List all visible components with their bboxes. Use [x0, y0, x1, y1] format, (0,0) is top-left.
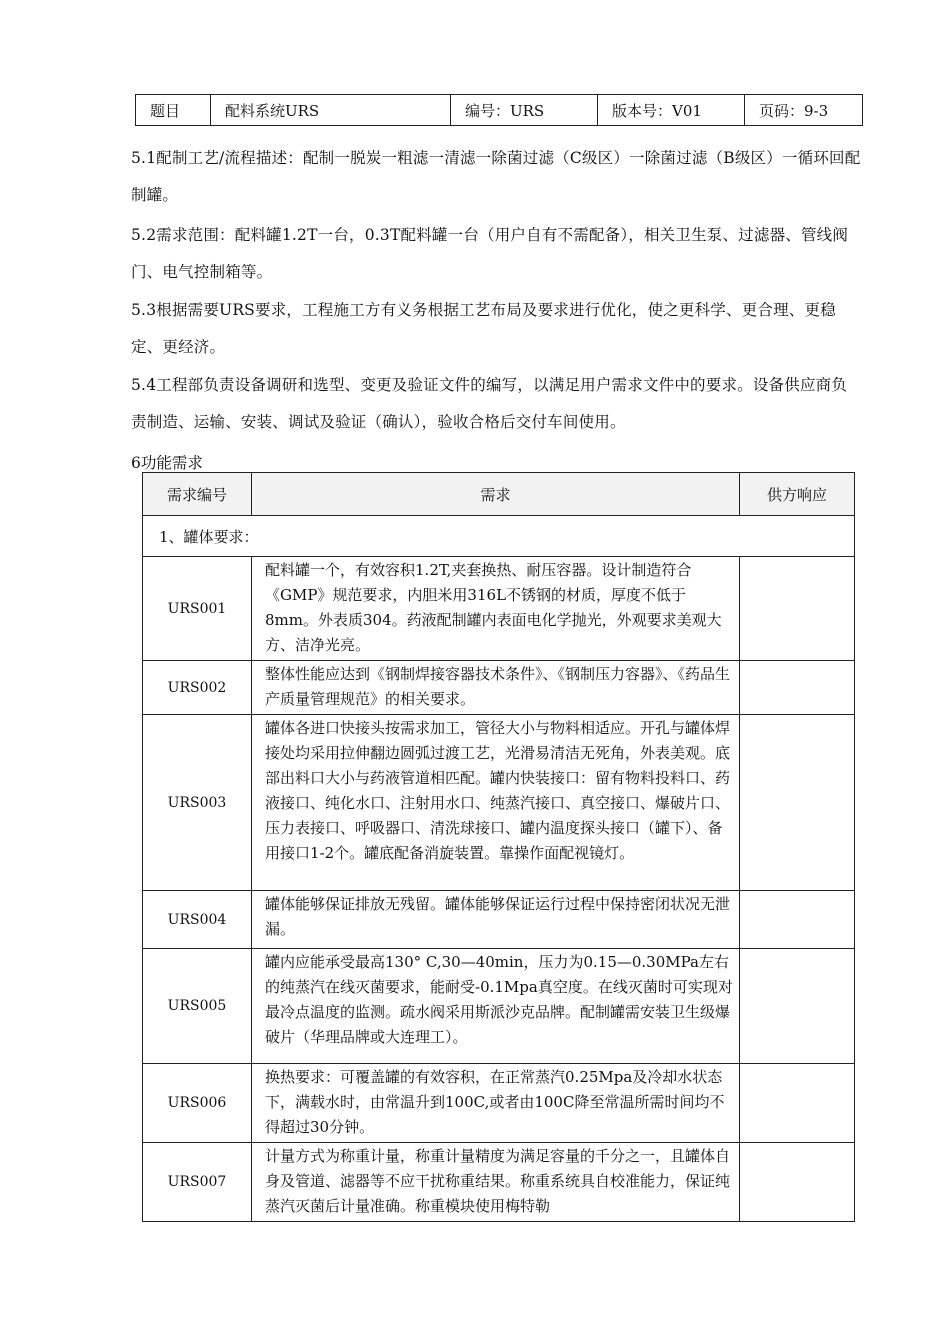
supplier-response: [740, 715, 855, 891]
header-version: 版本号：V01: [598, 95, 745, 126]
header-page: 页码：9-3: [745, 95, 863, 126]
requirement-text: 罐体能够保证排放无残留。罐体能够保证运行过程中保持密闭状况无泄漏。: [252, 891, 740, 949]
requirement-id: URS007: [143, 1143, 252, 1222]
table-row: [143, 1143, 855, 1222]
header-label-title: 题目: [136, 95, 211, 126]
table-row: [143, 1064, 855, 1143]
requirement-id: URS006: [143, 1064, 252, 1143]
table-row: [143, 715, 855, 891]
paragraph-5-3: 5.3根据需要URS要求，工程施工方有义务根据工艺布局及要求进行优化，使之更科学、更合理、更稳定、更经济。: [131, 301, 836, 356]
supplier-response: [740, 949, 855, 1064]
header-number: 编号：URS: [451, 95, 598, 126]
requirement-text: 配料罐一个，有效容积1.2T,夹套换热、耐压容器。设计制造符合《GMP》规范要求，内胆米用316L不锈钢的材质，厚度不低于8mm。外表质304。药液配制罐内表面电化学抛光，外观要求美观大方、洁净光亮。: [252, 557, 740, 661]
supplier-response: [740, 891, 855, 949]
table-row: [143, 949, 855, 1064]
requirement-text: 罐内应能承受最高130° C,30—40min，压力为0.15—0.30MPa左右的纯蒸汽在线灭菌要求，能耐受-0.1Mpa真空度。在线灭菌时可实现对最冷点温度的监测。疏水阀采用斯派沙克品牌。配制罐需安装卫生级爆破片（华理品牌或大连理工）。: [252, 949, 740, 1064]
column-header-response: 供方响应: [740, 473, 855, 516]
requirement-id: URS004: [143, 891, 252, 949]
paragraph-5-1: 5.1配制工艺/流程描述：配制一脱炭一粗滤一清滤一除菌过滤（C级区）一除菌过滤（B级区）一循环回配制罐。: [131, 149, 861, 204]
requirement-id: URS003: [143, 715, 252, 891]
table-row: [143, 891, 855, 949]
supplier-response: [740, 557, 855, 661]
requirement-text: 罐体各进口快接头按需求加工，管径大小与物料相适应。开孔与罐体焊接处均采用拉伸翻边圆弧过渡工艺，光滑易清洁无死角，外表美观。底部出料口大小与药液管道相匹配。罐内快装接口：留有物料投料口、药液接口、纯化水口、注射用水口、纯蒸汽接口、真空接口、爆破片口、压力表接口、呼吸器口、清洗球接口、罐内温度探头接口（罐下）、备用接口1-2个。罐底配备消旋装置。靠操作面配视镜灯。: [252, 715, 740, 891]
supplier-response: [740, 1064, 855, 1143]
section-title: 6功能需求: [131, 454, 203, 472]
paragraph-5-2: 5.2需求范围：配料罐1.2T一台，0.3T配料罐一台（用户自有不需配备），相关卫生泵、过滤器、管线阀门、电气控制箱等。: [131, 226, 849, 281]
paragraph-5-4: 5.4工程部负责设备调研和选型、变更及验证文件的编写，以满足用户需求文件中的要求。设备供应商负责制造、运输、安装、调试及验证（确认），验收合格后交付车间使用。: [131, 376, 848, 431]
supplier-response: [740, 1143, 855, 1222]
group-row: [143, 516, 855, 557]
requirement-id: URS001: [143, 557, 252, 661]
table-row: [143, 661, 855, 715]
column-header-id: 需求编号: [143, 473, 252, 516]
requirement-text: 计量方式为称重计量，称重计量精度为满足容量的千分之一，且罐体自身及管道、滤器等不应干扰称重结果。称重系统具自校准能力，保证纯蒸汽灭菌后计量准确。称重模块使用梅特勒: [252, 1143, 740, 1222]
requirements-table: [142, 472, 855, 1222]
table-row: [143, 557, 855, 661]
document-header-table: [135, 94, 863, 126]
supplier-response: [740, 661, 855, 715]
requirement-text: 整体性能应达到《钢制焊接容器技术条件》、《钢制压力容器》、《药品生产质量管理规范》的相关要求。: [252, 661, 740, 715]
group-label: 1、罐体要求：: [143, 516, 855, 557]
header-title: 配料系统URS: [211, 95, 451, 126]
table-header-row: [143, 473, 855, 516]
requirement-text: 换热要求：可覆盖罐的有效容积，在正常蒸汽0.25Mpa及冷却水状态下，满载水时，由常温升到100C,或者由100C降至常温所需时间均不得超过30分钟。: [252, 1064, 740, 1143]
column-header-requirement: 需求: [252, 473, 740, 516]
requirement-id: URS002: [143, 661, 252, 715]
requirement-id: URS005: [143, 949, 252, 1064]
